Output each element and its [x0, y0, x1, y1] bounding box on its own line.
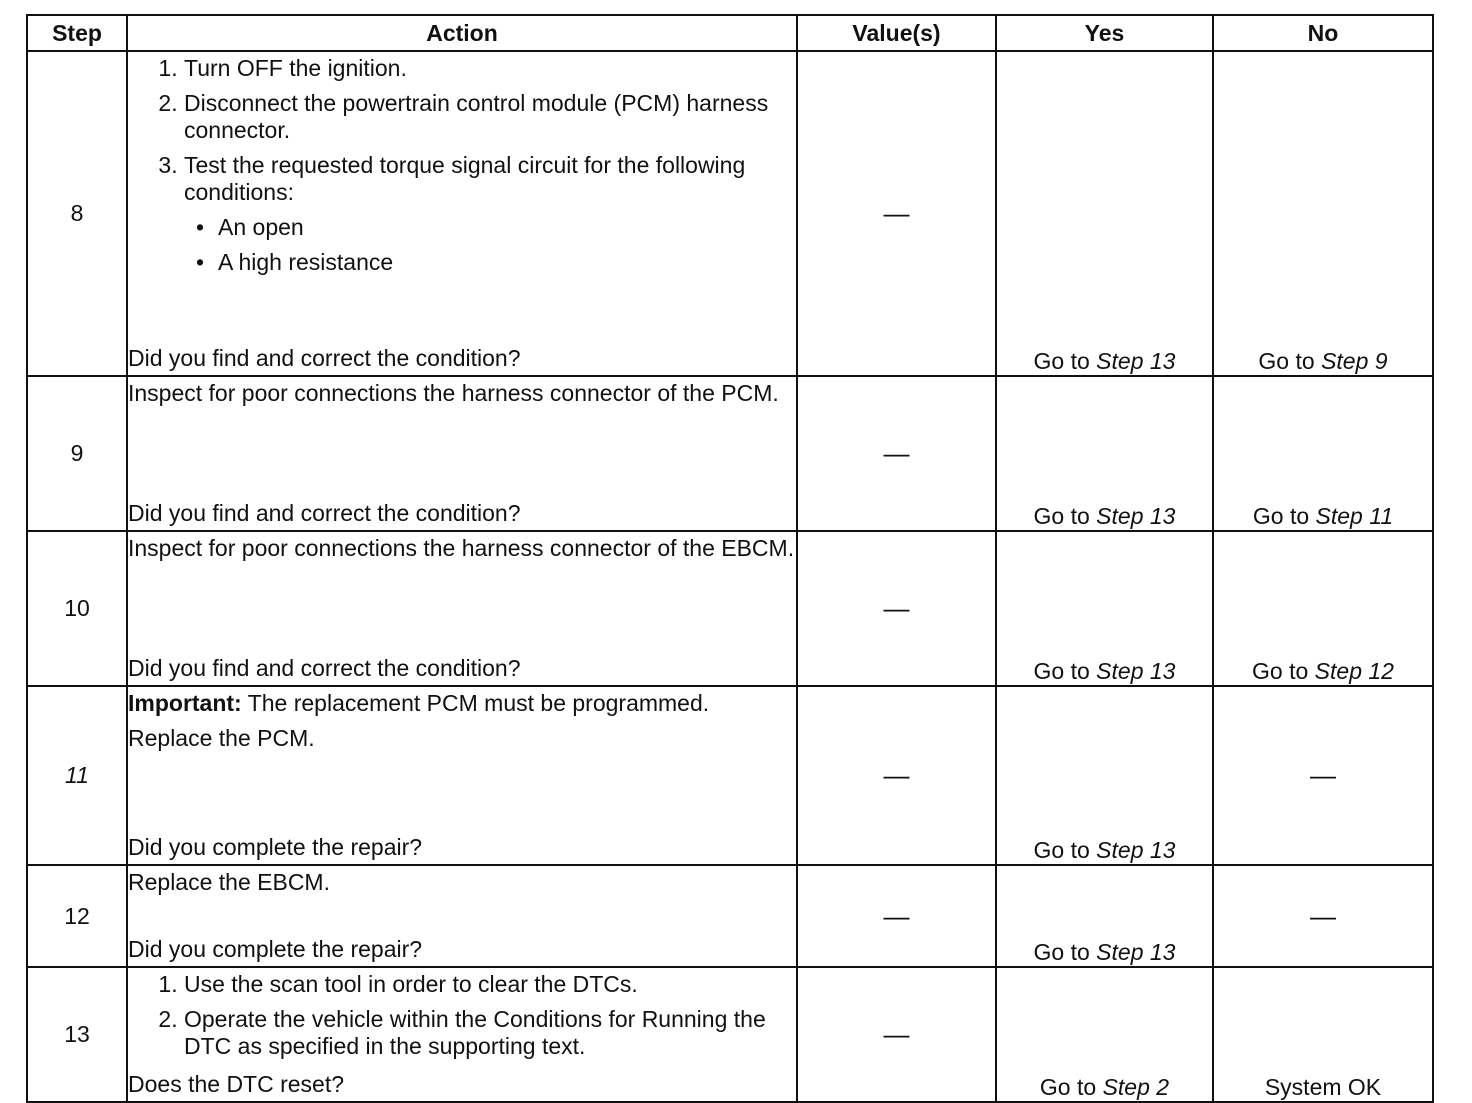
diagnostic-table: [26, 14, 1434, 1103]
goto-prefix: Go to: [1039, 1074, 1103, 1100]
yes-cell: [996, 967, 1213, 1102]
no-cell: [1213, 531, 1433, 686]
value-cell: —: [797, 865, 996, 967]
action-cell: [127, 967, 797, 1102]
header-row: [27, 15, 1433, 51]
value-cell: —: [797, 51, 996, 376]
table-row: [27, 376, 1433, 531]
action-question: Did you find and correct the condition?: [128, 655, 521, 681]
action-steps: [128, 55, 796, 276]
yes-cell: [996, 51, 1213, 376]
goto-prefix: Go to: [1252, 658, 1315, 684]
no-cell: —: [1213, 686, 1433, 865]
no-cell: [1213, 376, 1433, 531]
action-step-item: 2. Disconnect the powertrain control module (PCM) harness connector.: [184, 90, 796, 144]
action-question: Did you find and correct the condition?: [128, 500, 521, 526]
yes-step-ref: Step 2: [1102, 1074, 1170, 1100]
important-note: [128, 690, 796, 717]
no-step-ref: Step 11: [1315, 503, 1394, 529]
no-cell: [1213, 51, 1433, 376]
table-row: [27, 967, 1433, 1102]
action-question: Did you find and correct the condition?: [128, 345, 521, 371]
action-text: Replace the PCM.: [128, 725, 315, 751]
action-text: Inspect for poor connections the harness connector of the EBCM.: [128, 535, 795, 561]
table-row: [27, 865, 1433, 967]
important-label: Important:: [128, 690, 242, 716]
no-step-ref: Step 12: [1314, 658, 1394, 684]
header-step: Step: [27, 15, 127, 51]
value-cell: —: [797, 686, 996, 865]
yes-step-ref: Step 13: [1096, 503, 1176, 529]
no-cell: —: [1213, 865, 1433, 967]
yes-step-ref: Step 13: [1096, 348, 1176, 374]
step-number: 8: [27, 51, 127, 376]
no-cell: System OK: [1213, 967, 1433, 1102]
action-question: Did you complete the repair?: [128, 936, 423, 962]
table-row: [27, 51, 1433, 376]
action-question: Does the DTC reset?: [128, 1071, 345, 1097]
action-cell: [127, 531, 797, 686]
step-number: 12: [27, 865, 127, 967]
condition-list: [184, 214, 796, 276]
value-cell: —: [797, 531, 996, 686]
goto-prefix: Go to: [1252, 503, 1316, 529]
action-cell: [127, 865, 797, 967]
action-text: Replace the EBCM.: [128, 869, 330, 895]
step-number: 13: [27, 967, 127, 1102]
goto-prefix: Go to: [1033, 658, 1097, 684]
table-row: [27, 686, 1433, 865]
goto-prefix: Go to: [1033, 348, 1097, 374]
header-yes: Yes: [996, 15, 1213, 51]
action-step-text: Test the requested torque signal circuit for the following conditions:: [184, 152, 746, 205]
header-values: Value(s): [797, 15, 996, 51]
action-step-item: 2. Operate the vehicle within the Conditions for Running the DTC as specified in the supporting text.: [184, 1006, 796, 1060]
action-step-item: [184, 152, 796, 276]
step-number: 9: [27, 376, 127, 531]
yes-cell: [996, 686, 1213, 865]
important-text: The replacement PCM must be programmed.: [241, 690, 710, 716]
goto-prefix: Go to: [1033, 503, 1097, 529]
table-row: [27, 531, 1433, 686]
yes-step-ref: Step 13: [1096, 658, 1176, 684]
action-text: Inspect for poor connections the harness connector of the PCM.: [128, 380, 779, 406]
action-question: Did you complete the repair?: [128, 834, 423, 860]
goto-prefix: Go to: [1033, 837, 1097, 863]
value-cell: —: [797, 376, 996, 531]
yes-cell: [996, 376, 1213, 531]
goto-prefix: Go to: [1033, 939, 1097, 965]
action-step-item: 1. Turn OFF the ignition.: [184, 55, 796, 82]
action-steps: [128, 971, 796, 1060]
yes-cell: [996, 865, 1213, 967]
no-step-ref: Step 9: [1321, 348, 1388, 374]
action-cell: [127, 51, 797, 376]
condition-item: • An open: [196, 214, 796, 241]
action-step-item: 1. Use the scan tool in order to clear the DTCs.: [184, 971, 796, 998]
goto-prefix: Go to: [1258, 348, 1322, 374]
header-no: No: [1213, 15, 1433, 51]
condition-item: • A high resistance: [196, 249, 796, 276]
action-cell: [127, 686, 797, 865]
yes-step-ref: Step 13: [1096, 939, 1176, 965]
value-cell: —: [797, 967, 996, 1102]
step-number: 10: [27, 531, 127, 686]
header-action: Action: [127, 15, 797, 51]
action-cell: [127, 376, 797, 531]
yes-cell: [996, 531, 1213, 686]
step-number: 11: [27, 686, 127, 865]
yes-step-ref: Step 13: [1096, 837, 1176, 863]
